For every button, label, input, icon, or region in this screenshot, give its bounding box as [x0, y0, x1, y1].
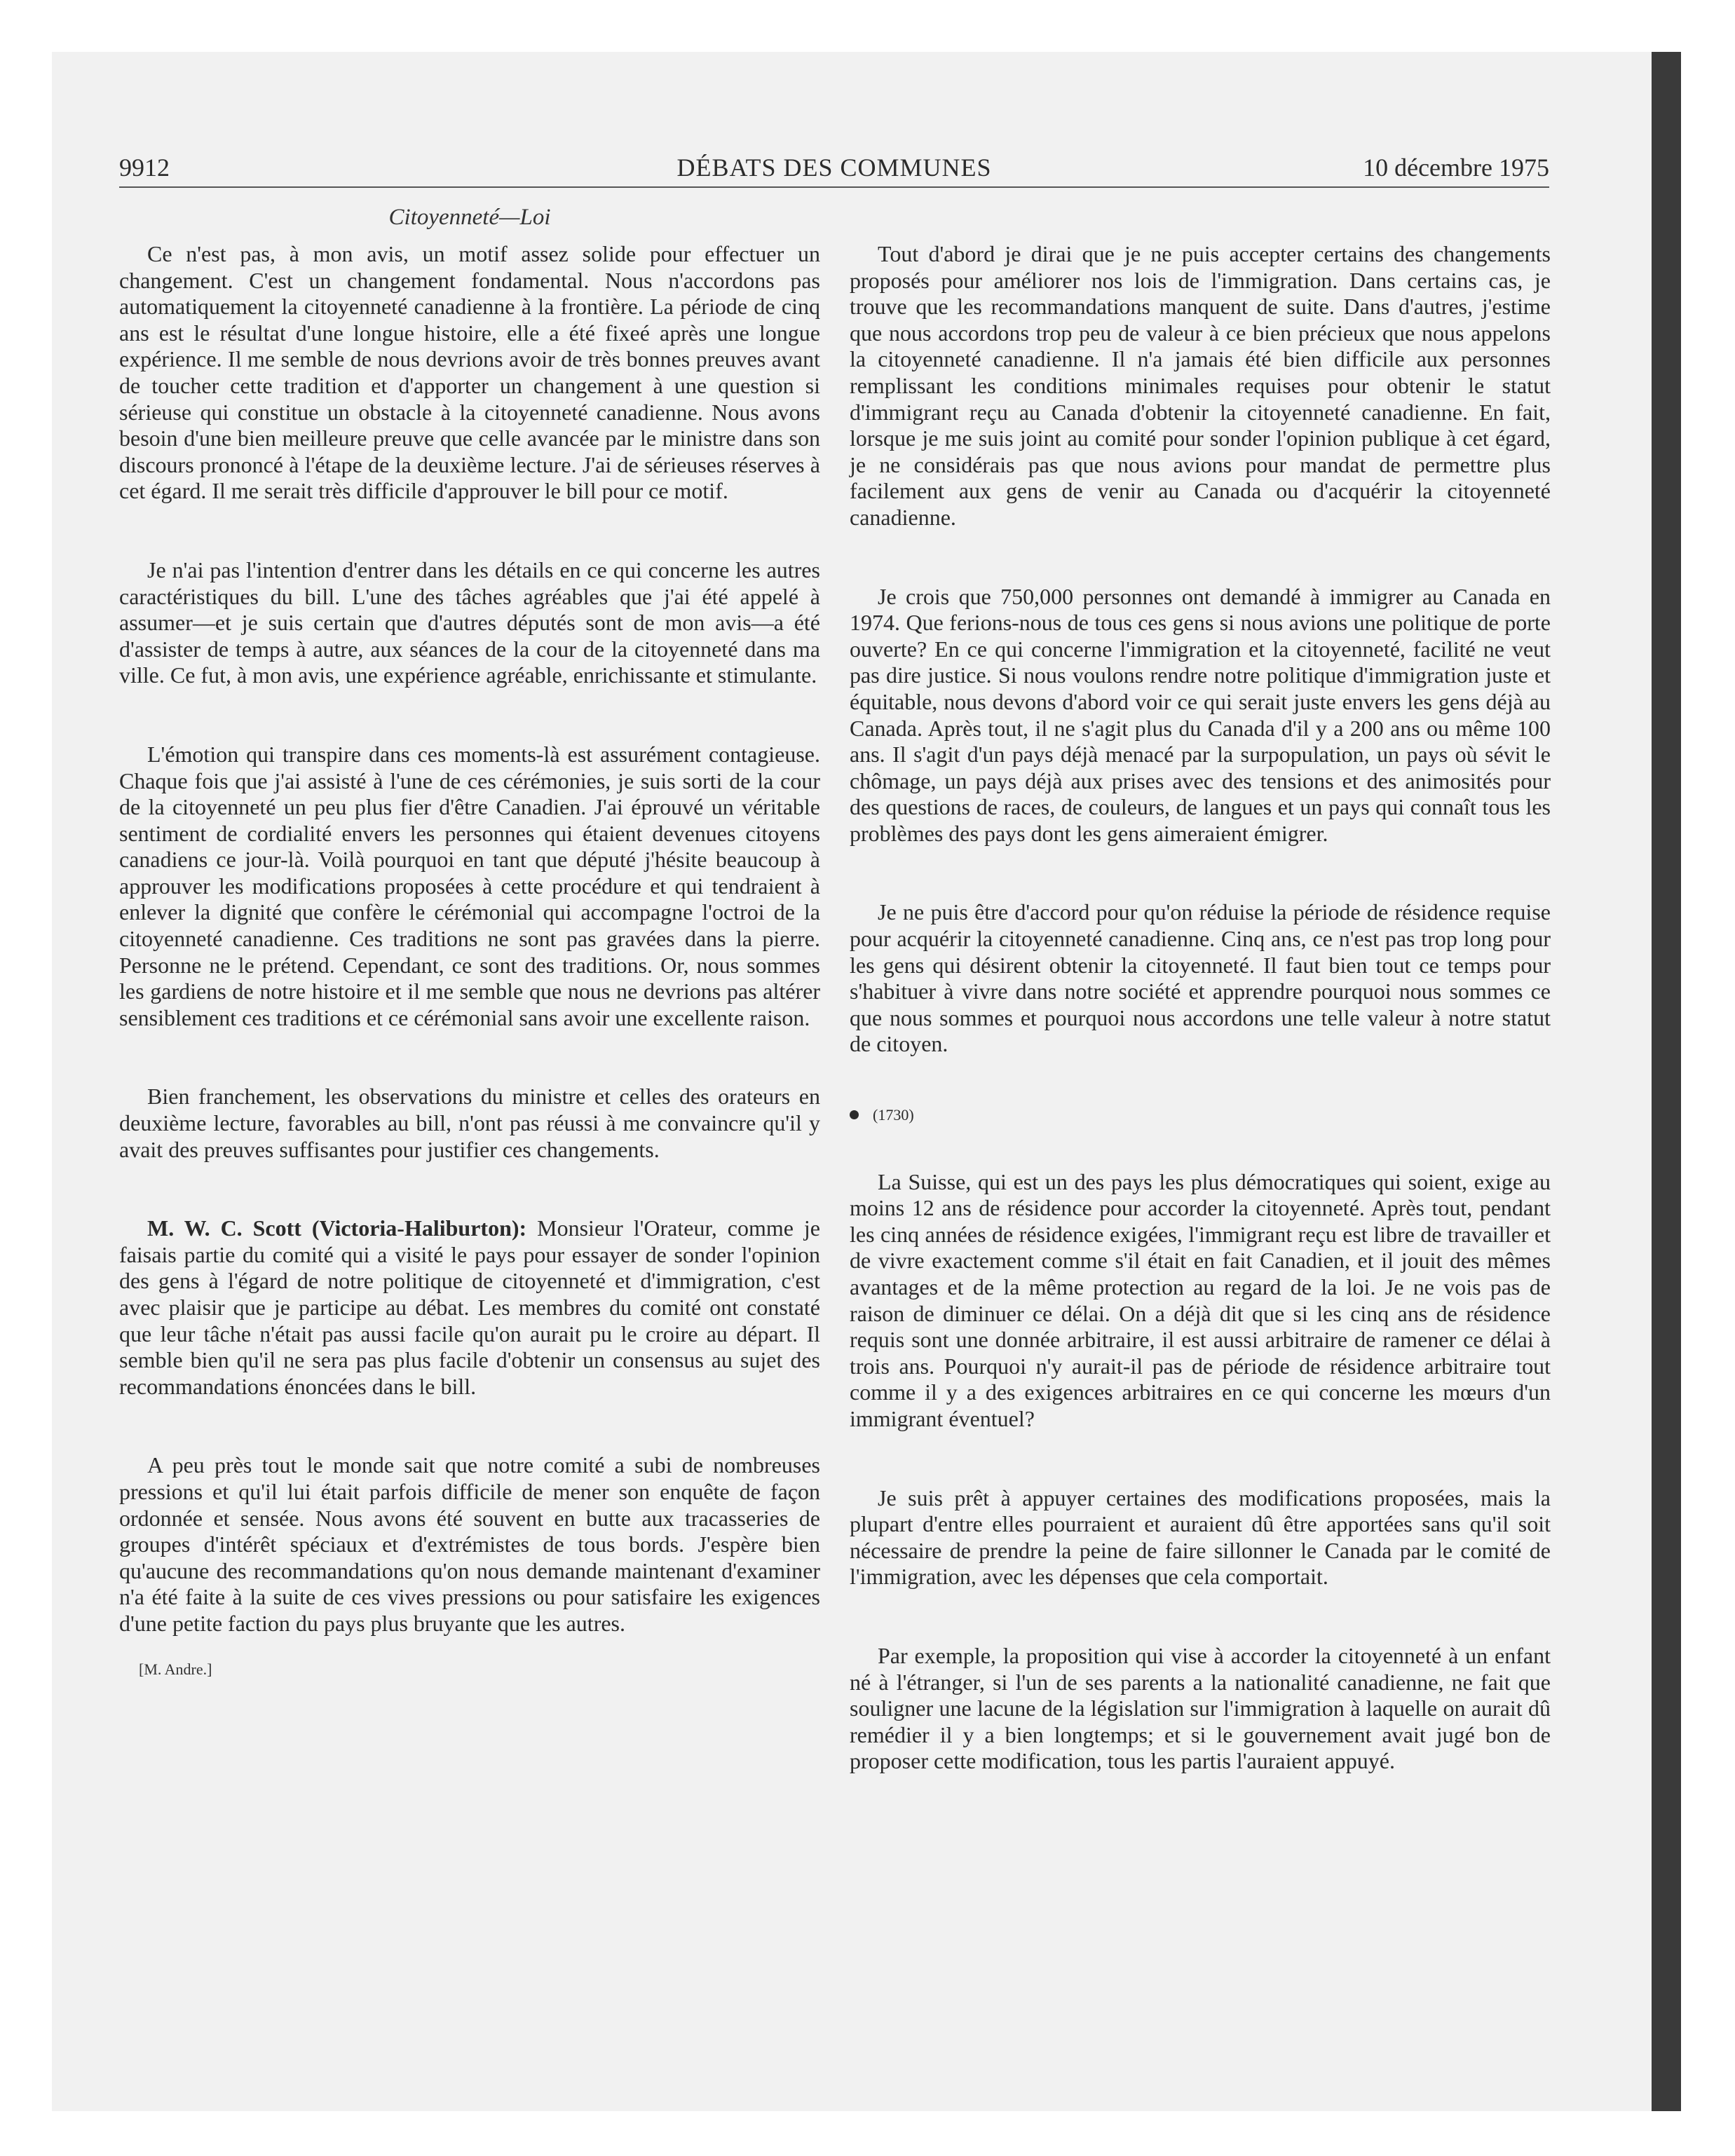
speaker-footnote: [M. Andre.] — [139, 1660, 212, 1678]
page-number: 9912 — [119, 153, 170, 182]
left-column — [119, 241, 820, 1682]
paragraph: A peu près tout le monde sait que notre comité a subi de nombreuses pressions et qu'il lui était parfois difficile de mener son enquête de façon ordonnée et sensée. Nous avons été souvent en butte aux tracasseries de groupes d'intérêt spéciaux et d'extrémistes de tous bords. J'espère bien qu'aucune des recommandations qu'on nous demande maintenant d'examiner n'a été faite à la suite de ces vives pressions ou pour satisfaire les exigences d'une petite faction du pays plus bruyante que les autres. — [119, 1452, 820, 1636]
timestamp: (1730) — [873, 1106, 914, 1124]
paragraph: Je suis prêt à appuyer certaines des modifications proposées, mais la plupart d'entre elles pourraient et auraient dû être apportées sans qu'il soit nécessaire de prendre la peine de faire sillonner le Canada par le comité de l'immigration, avec les dépenses que cela comportait. — [850, 1485, 1551, 1590]
paragraph: Bien franchement, les observations du ministre et celles des orateurs en deuxième lecture, favorables au bill, n'ont pas réussi à me convaincre qu'il y avait des preuves suffisantes pour justifier ces changements. — [119, 1084, 820, 1162]
bullet-dot-icon — [850, 1110, 859, 1119]
right-column — [850, 241, 1551, 1827]
scan-edge-bar — [1652, 52, 1681, 2111]
paragraph: Je n'ai pas l'intention d'entrer dans les détails en ce qui concerne les autres caractéristiques du bill. L'une des tâches agréables que j'ai été appelé à assumer—et je suis certain que d'autres députés sont de mon avis—a été d'assister de temps à autre, aux séances de la cour de la citoyenneté dans ma ville. Ce fut, à mon avis, une expérience agréable, enrichissante et stimulante. — [119, 557, 820, 688]
paragraph: L'émotion qui transpire dans ces moments-là est assurément contagieuse. Chaque fois que j'ai assisté à l'une de ces cérémonies, je suis sorti de la cour de la citoyenneté un peu plus fier d'être Canadien. J'ai éprouvé un véritable sentiment de cordialité envers les personnes qui étaient devenues citoyens canadiens ce jour-là. Voilà pourquoi en tant que député j'hésite beaucoup à approuver les modifications proposées à cette procédure et qui tendraient à enlever la dignité que confère le cérémonial qui accompagne l'octroi de la citoyenneté canadienne. Ces traditions ne sont pas gravées dans la pierre. Personne ne le prétend. Cependant, ce sont des traditions. Or, nous sommes les gardiens de notre histoire et il me semble que nous ne devrions pas altérer sensiblement ces traditions et ce cérémonial sans avoir une excellente raison. — [119, 741, 820, 1030]
timestamp-marker — [850, 1102, 1551, 1128]
paragraph: La Suisse, qui est un des pays les plus démocratiques qui soient, exige au moins 12 ans de résidence pour accorder la citoyenneté. Après tout, pendant les cinq années de résidence exigées, l'immigrant reçu est libre de travailler et de vivre exactement comme s'il était en fait Canadien, et il jouit des mêmes avantages et de la même protection au regard de la loi. Je ne vois pas de raison de diminuer ce délai. On a déjà dit que si les cinq ans de résidence requis sont une donnée arbitraire, il est aussi arbitraire de ramener ce délai à trois ans. Pourquoi n'y aurait-il pas de période de résidence arbitraire tout comme il y a des exigences arbitraires en ce qui concerne les mœurs d'un immigrant éventuel? — [850, 1168, 1551, 1431]
speaker-name: M. W. C. Scott (Victoria-Haliburton): — [147, 1215, 527, 1241]
page-header — [119, 153, 1549, 188]
paragraph: Je crois que 750,000 personnes ont demandé à immigrer au Canada en 1974. Que ferions-nous de tous ces gens si nous avions une politique de porte ouverte? En ce qui concerne l'immigration et la citoyenneté, facilité ne veut pas dire justice. Si nous voulons rendre notre politique d'immigration juste et équitable, nous devons d'abord voir ce qui serait juste envers les gens déjà au Canada. Après tout, il ne s'agit plus du Canada d'il y a 200 ans ou même 100 ans. Il s'agit d'un pays déjà menacé par la surpopulation, un pays où sévit le chômage, un pays déjà aux prises avec des tensions et des animosités pour des questions de races, de couleurs, de langues et un pays qui connaît tous les problèmes des pays dont les gens aimeraient émigrer. — [850, 583, 1551, 846]
publication-title: DÉBATS DES COMMUNES — [676, 153, 992, 182]
page-date: 10 décembre 1975 — [1363, 153, 1549, 182]
section-title: Citoyenneté—Loi — [388, 205, 551, 230]
speech-text: Monsieur l'Orateur, comme je faisais partie du comité qui a visité le pays pour essayer de sonder l'opinion des gens à l'égard de notre politique de citoyenneté et d'immigration, c'est avec plaisir que je participe au débat. Les membres du comité ont constaté que leur tâche n'était pas aussi facile qu'on aurait pu le croire au départ. Il semble bien qu'il ne sera pas plus facile d'obtenir un consensus au sujet des recommandations énoncées dans le bill. — [119, 1215, 821, 1399]
paragraph: Ce n'est pas, à mon avis, un motif assez solide pour effectuer un changement. C'est un changement fondamental. Nous n'accordons pas automatiquement la citoyenneté canadienne à la frontière. La période de cinq ans est le résultat d'une longue histoire, elle a été fixeé après une longue expérience. Il me semble de nous devrions avoir de très bonnes preuves avant de toucher cette tradition et d'apporter un changement à une question si sérieuse qui constitue un obstacle à la citoyenneté canadienne. Nous avons besoin d'une bien meilleure preuve que celle avancée par le ministre dans son discours prononcé à l'étape de la deuxième lecture. J'ai de sérieuses réserves à cet égard. Il me serait très difficile d'approuver le bill pour ce motif. — [119, 241, 820, 504]
paragraph: Je ne puis être d'accord pour qu'on réduise la période de résidence requise pour acquérir la citoyenneté canadienne. Cinq ans, ce n'est pas trop long pour les gens qui désirent obtenir la citoyenneté. Il faut bien tout ce temps pour s'habituer à vivre dans notre société et apprendre pourquoi nous sommes ce que nous sommes et pourquoi nous accordons une telle valeur à notre statut de citoyen. — [850, 899, 1551, 1057]
paragraph: Par exemple, la proposition qui vise à accorder la citoyenneté à un enfant né à l'étranger, si l'un de ses parents a la nationalité canadienne, ne fait que souligner une lacune de la législation sur l'immigration à laquelle on aurait dû remédier il y a bien longtemps; et si le gouvernement avait jugé bon de proposer cette modification, tous les partis l'auraient appuyé. — [850, 1642, 1551, 1774]
speaker-paragraph — [119, 1215, 820, 1400]
paragraph: Tout d'abord je dirai que je ne puis accepter certains des changements proposés pour améliorer nos lois de l'immigration. Dans certains cas, je trouve que les recommandations manquent de suite. Dans d'autres, j'estime que nous accordons trop peu de valeur à ce bien précieux que nous appelons la citoyenneté canadienne. Il n'a jamais été bien difficile aux personnes remplissant les conditions minimales requises pour obtenir le statut d'immigrant reçu au Canada d'obtenir la citoyenneté canadienne. En fait, lorsque je me suis joint au comité pour sonder l'opinion publique à cet égard, je ne considérais pas que nous avions pour mandat de permettre plus facilement aux gens de venir au Canada ou d'acquérir la citoyenneté canadienne. — [850, 241, 1551, 530]
